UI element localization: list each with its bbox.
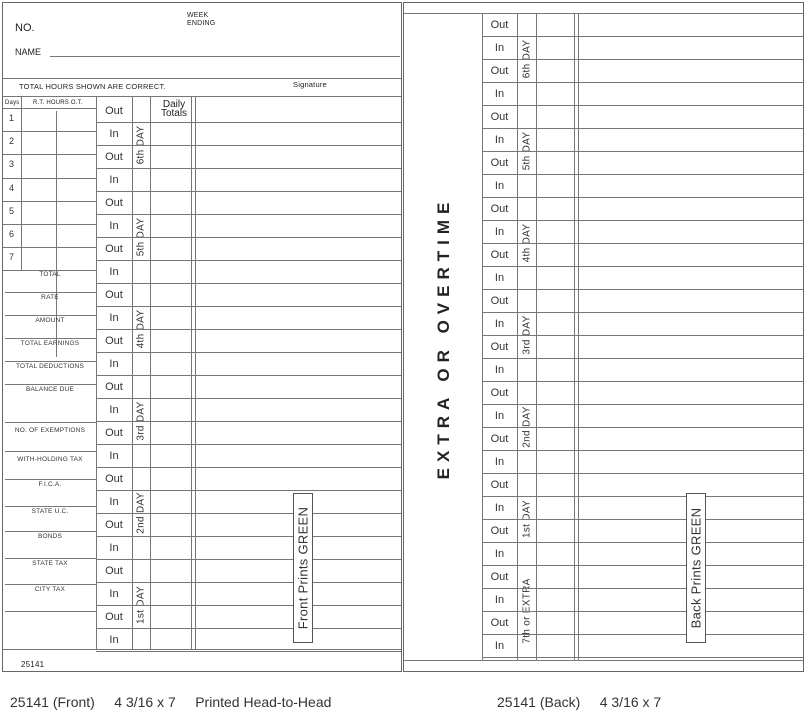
payroll-field-label: TOTAL DEDUCTIONS xyxy=(15,363,85,370)
punch-row-line xyxy=(96,628,401,629)
back-totals-divider-a xyxy=(574,13,575,660)
day-row-line xyxy=(3,108,96,109)
day-number: 5 xyxy=(9,205,15,216)
daily-totals-label: Daily Totals xyxy=(160,99,188,119)
name-line xyxy=(50,56,400,57)
punch-label: Out xyxy=(490,525,509,537)
punch-row-line xyxy=(482,519,803,520)
punch-label: In xyxy=(109,220,119,232)
punch-row-line xyxy=(96,605,401,606)
payroll-field-line xyxy=(5,506,96,507)
day-block-line xyxy=(482,197,803,198)
punch-row-line xyxy=(96,145,401,146)
punch-row-line xyxy=(96,237,401,238)
punch-row-line xyxy=(96,421,401,422)
punch-row-line xyxy=(482,588,803,589)
punch-label: In xyxy=(109,266,119,278)
payroll-field-line xyxy=(5,384,96,385)
day-block-line xyxy=(96,283,401,284)
back-print-note: Back Prints GREEN xyxy=(686,493,706,643)
punch-label: In xyxy=(494,640,505,652)
punch-label: Out xyxy=(105,473,123,485)
day-number: 2 xyxy=(9,136,15,147)
punch-label: In xyxy=(494,364,505,376)
punch-row-line xyxy=(482,335,803,336)
punch-label: In xyxy=(109,174,119,186)
day-number: 1 xyxy=(9,113,15,123)
punch-row-line xyxy=(482,220,803,221)
punch-row-line xyxy=(96,352,401,353)
punch-row-line xyxy=(96,306,401,307)
day-number: 3 xyxy=(9,159,15,170)
days-label: Days xyxy=(5,100,20,106)
punch-label: Out xyxy=(490,617,509,629)
header-divider xyxy=(3,78,401,79)
payroll-field-label: RATE xyxy=(41,294,59,301)
week-ending-label: WEEK ENDING xyxy=(187,12,216,27)
punch-label: Out xyxy=(490,295,509,307)
front-card xyxy=(2,2,402,672)
day-row-line xyxy=(3,201,96,202)
day-row-line xyxy=(3,131,96,132)
punch-label: Out xyxy=(490,479,509,491)
punch-label: In xyxy=(494,410,505,422)
payroll-field-label: BONDS xyxy=(37,533,63,540)
day-block-label: 2nd DAY xyxy=(521,406,532,448)
punch-label: Out xyxy=(490,249,509,261)
payroll-field-line xyxy=(5,451,96,452)
punch-label: Out xyxy=(490,341,509,353)
back-footer-line xyxy=(404,660,803,661)
punch-row-line xyxy=(482,450,803,451)
payroll-field-label: BALANCE DUE xyxy=(25,386,75,393)
payroll-field-label: STATE TAX xyxy=(32,560,68,567)
payroll-field-label: STATE U.C. xyxy=(31,508,69,515)
punch-label: Out xyxy=(490,203,509,215)
punch-row-line xyxy=(482,312,803,313)
day-block-line xyxy=(96,651,401,652)
payroll-field-line xyxy=(5,558,96,559)
punch-label: Out xyxy=(105,519,123,531)
punch-label: In xyxy=(494,180,505,192)
extra-overtime-label: EXTRA OR OVERTIME xyxy=(434,196,453,480)
certify-text: TOTAL HOURS SHOWN ARE CORRECT. xyxy=(19,82,166,91)
day-block-label: 6th DAY xyxy=(135,125,147,165)
back-card xyxy=(403,2,804,672)
day-block-label: 4th DAY xyxy=(135,309,147,349)
front-caption: 25141 (Front) 4 3/16 x 7 Printed Head-to-Head xyxy=(10,694,332,710)
punch-label: In xyxy=(494,548,505,560)
punch-row-line xyxy=(482,266,803,267)
day-number: 7 xyxy=(9,252,15,263)
punch-row-line xyxy=(96,444,401,445)
payroll-field-label: TOTAL EARNINGS xyxy=(20,340,80,347)
punch-row-line xyxy=(482,611,803,612)
payroll-field-line xyxy=(5,338,96,339)
day-block-line xyxy=(482,473,803,474)
payroll-field-line xyxy=(5,292,96,293)
punch-row-line xyxy=(96,122,401,123)
punch-row-line xyxy=(96,214,401,215)
punch-label: In xyxy=(494,594,505,606)
punch-label: Out xyxy=(490,387,509,399)
punch-row-line xyxy=(482,243,803,244)
payroll-field-line xyxy=(5,479,96,480)
back-top-line xyxy=(404,13,803,14)
punch-row-line xyxy=(96,329,401,330)
punch-label: Out xyxy=(105,289,123,301)
punch-label: In xyxy=(494,42,505,54)
punch-label: Out xyxy=(490,571,509,583)
punch-label: Out xyxy=(105,197,123,209)
payroll-field-line xyxy=(5,315,96,316)
day-block-label: 1st DAY xyxy=(135,585,147,625)
payroll-field-line xyxy=(5,422,96,423)
back-caption: 25141 (Back) 4 3/16 x 7 xyxy=(497,694,662,710)
day-block-label: 1st DAY xyxy=(521,499,532,539)
payroll-field-label: WITH-HOLDING TAX xyxy=(17,456,83,463)
day-block-label: 2nd DAY xyxy=(135,492,147,534)
punch-row-line xyxy=(482,634,803,635)
day-block-line xyxy=(482,381,803,382)
punch-label: Out xyxy=(105,611,123,623)
punch-label: In xyxy=(109,634,119,646)
day-block-line xyxy=(482,289,803,290)
back-totals-divider-b xyxy=(578,13,579,660)
day-row-line xyxy=(3,154,96,155)
punch-label: In xyxy=(494,272,505,284)
day-row-line xyxy=(3,224,96,225)
section-divider xyxy=(3,96,401,97)
day-block-label: 6th DAY xyxy=(521,39,532,79)
payroll-field-label: AMOUNT xyxy=(35,317,65,324)
no-label: NO. xyxy=(15,22,35,34)
punch-label: Out xyxy=(490,157,509,169)
punch-label: In xyxy=(109,542,119,554)
punch-label: Out xyxy=(105,151,123,163)
payroll-field-label: NO. OF EXEMPTIONS xyxy=(14,427,86,434)
day-row-line xyxy=(3,247,96,248)
payroll-field-label: TOTAL xyxy=(39,271,61,278)
day-block-label: 4th DAY xyxy=(521,223,532,263)
punch-row-line xyxy=(482,358,803,359)
punch-row-line xyxy=(482,128,803,129)
payroll-field-line xyxy=(5,611,96,612)
punch-row-line xyxy=(96,490,401,491)
punch-row-line xyxy=(96,536,401,537)
back-punch-divider xyxy=(517,13,518,660)
day-block-line xyxy=(96,559,401,560)
punch-label: Out xyxy=(105,427,123,439)
punch-label: In xyxy=(109,450,119,462)
punch-label: In xyxy=(494,318,505,330)
day-number: 4 xyxy=(9,182,15,193)
day-number: 6 xyxy=(9,229,15,239)
punch-label: Out xyxy=(490,19,509,31)
day-block-line xyxy=(482,105,803,106)
back-day-divider xyxy=(536,13,537,660)
form-number: 25141 xyxy=(21,660,45,669)
day-block-line xyxy=(96,191,401,192)
punch-row-line xyxy=(482,151,803,152)
payroll-field-line xyxy=(5,361,96,362)
day-block-label: 7th or EXTRA xyxy=(521,578,532,644)
day-block-line xyxy=(96,467,401,468)
rt-hours-ot-label: R.T. HOURS O.T. xyxy=(33,100,83,106)
payroll-field-label: F.I.C.A. xyxy=(38,481,62,488)
day-block-label: 5th DAY xyxy=(135,217,147,257)
punch-row-line xyxy=(96,582,401,583)
punch-label: In xyxy=(494,134,505,146)
day-block-line xyxy=(96,375,401,376)
punch-row-line xyxy=(482,496,803,497)
punch-row-line xyxy=(96,260,401,261)
punch-row-line xyxy=(482,82,803,83)
day-block-line xyxy=(482,565,803,566)
day-label-divider xyxy=(150,96,151,649)
day-block-line xyxy=(482,657,803,658)
payroll-field-line xyxy=(5,531,96,532)
day-number-divider xyxy=(21,96,22,270)
punch-label: In xyxy=(494,226,505,238)
signature-label: Signature xyxy=(293,80,327,89)
punch-row-line xyxy=(482,404,803,405)
totals-divider-a xyxy=(191,96,192,649)
punch-label: In xyxy=(109,358,119,370)
punch-label: Out xyxy=(105,105,123,117)
front-print-note: Front Prints GREEN xyxy=(293,493,313,643)
day-block-label: 5th DAY xyxy=(521,131,532,171)
punch-label: Out xyxy=(105,565,123,577)
day-row-line xyxy=(3,178,96,179)
punch-row-line xyxy=(482,36,803,37)
payroll-field-label: CITY TAX xyxy=(34,586,66,593)
punch-label: In xyxy=(109,128,119,140)
payroll-field-line xyxy=(5,584,96,585)
punch-label: Out xyxy=(105,381,123,393)
punch-row-line xyxy=(482,59,803,60)
punch-row-line xyxy=(482,174,803,175)
punch-row-line xyxy=(96,168,401,169)
punch-label: In xyxy=(109,588,119,600)
punch-label: Out xyxy=(105,335,123,347)
punch-label: In xyxy=(494,456,505,468)
punch-row-line xyxy=(96,398,401,399)
punch-label: In xyxy=(109,404,119,416)
punch-row-line xyxy=(96,513,401,514)
punch-label: In xyxy=(109,312,119,324)
punch-divider xyxy=(132,96,133,649)
punch-row-line xyxy=(482,542,803,543)
day-block-label: 3rd DAY xyxy=(135,401,147,441)
totals-divider-b xyxy=(195,96,196,649)
punch-label: In xyxy=(494,88,505,100)
punch-label: Out xyxy=(105,243,123,255)
name-label: NAME xyxy=(15,47,42,57)
punch-label: Out xyxy=(490,433,509,445)
day-block-label: 3rd DAY xyxy=(521,315,532,355)
punch-label: In xyxy=(494,502,505,514)
punch-row-line xyxy=(482,427,803,428)
punch-label: Out xyxy=(490,111,509,123)
footer-divider xyxy=(3,649,401,650)
punch-label: Out xyxy=(490,65,509,77)
punch-label: In xyxy=(109,496,119,508)
